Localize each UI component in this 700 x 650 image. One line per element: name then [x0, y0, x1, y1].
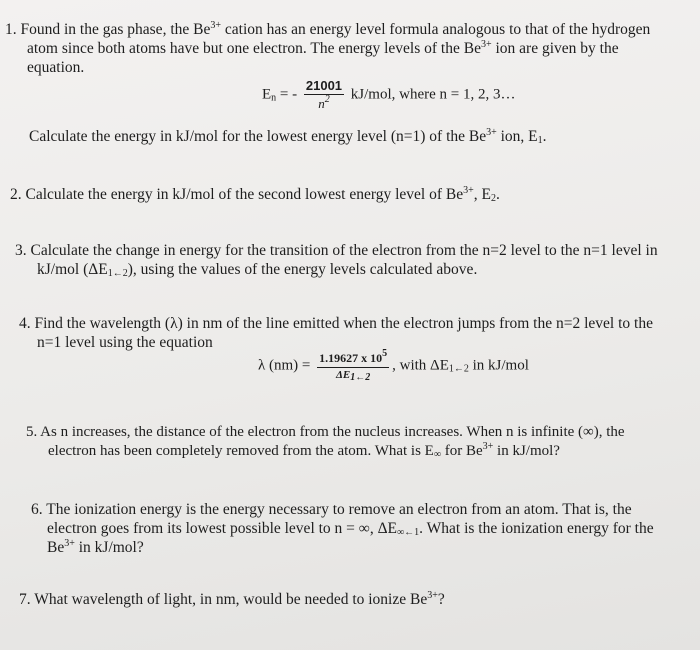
question-6-line-1: 6. The ionization energy is the energy necessary to remove an electron from an atom. That is, the — [31, 501, 632, 518]
question-5-line-2: electron has been completely removed from the atom. What is $E_\infty$ for $Be^{3+}$ in kJ/mol? — [48, 441, 560, 460]
question-3-line-1: 3. Calculate the change in energy for the transition of the electron from the n=2 level to the n=1 level in — [15, 242, 658, 259]
question-1-line-2: atom since both atoms have but one electron. The energy levels of the $Be^{3+}$ ion are given by the — [27, 39, 619, 57]
question-7: 7. What wavelength of light, in nm, would be needed to ionize $Be^{3+}$? — [19, 590, 445, 608]
question-6 — [31, 500, 654, 557]
question-4-line-1: 4. Find the wavelength (λ) in nm of the line emitted when the electron jumps from the n=2 level to the — [19, 315, 653, 332]
question-3 — [15, 241, 658, 279]
question-1-line-3: equation. — [27, 59, 85, 76]
question-6-line-2: electron goes from its lowest possible level to n = ∞, $\Delta E_{\infty\leftarrow 1}$. What is the ionization energy for the — [47, 520, 654, 538]
question-5 — [26, 423, 625, 461]
question-4-line-2: n=1 level using the equation — [37, 334, 213, 351]
energy-fraction: $\frac{21001}{n^2}$ — [305, 78, 343, 111]
question-6-line-3: $Be^{3+}$ in kJ/mol? — [47, 538, 144, 556]
question-3-line-2: kJ/mol $(\Delta E_{1\leftarrow 2})$, using the values of the energy levels calculated above. — [37, 261, 478, 279]
question-4 — [19, 314, 653, 352]
question-1 — [5, 20, 650, 77]
wavelength-fraction: $\frac{1.19627 x 10^5}{\Delta E_{1\leftarrow 2}}$ — [319, 348, 388, 383]
question-5-line-1: 5. As n increases, the distance of the electron from the nucleus increases. When n is infinite (∞), the — [26, 424, 625, 440]
question-1-line-1: 1. Found in the gas phase, the $Be^{3+}$ cation has an energy level formula analogous to that of the hydrogen — [5, 20, 651, 38]
wavelength-equation: λ (nm) = $\frac{1.19627 x 10^5}{\Delta E_{1\leftarrow 2}}$ , with $\Delta E_{1\leftarrow 2}$ in kJ/mol — [258, 348, 529, 383]
question-1-task: Calculate the energy in kJ/mol for the lowest energy level (n=1) of the $Be^{3+}$ ion, $E_1$. — [29, 127, 547, 146]
energy-level-equation: $E_n$ = - $\frac{21001}{n^2}$ kJ/mol, where n = 1, 2, 3… — [262, 78, 516, 111]
question-2: 2. Calculate the energy in kJ/mol of the second lowest energy level of $Be^{3+}$, $E_2$. — [10, 185, 500, 204]
